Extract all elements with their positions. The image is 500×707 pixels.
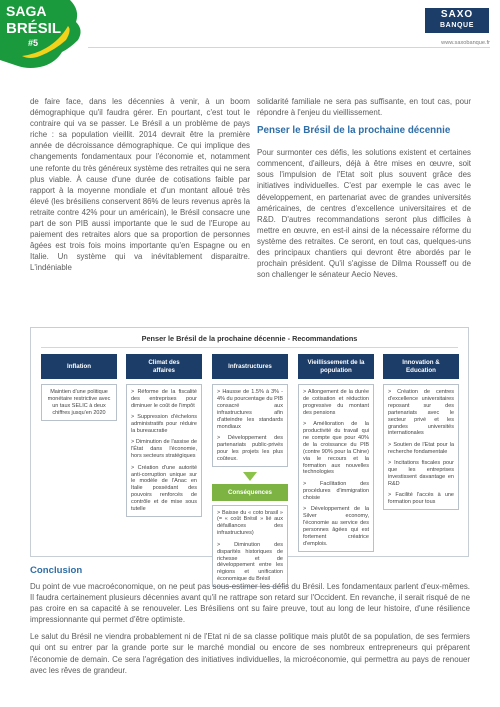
reco-column-inflation: [41, 354, 117, 421]
reco-card-infrastructures: [212, 384, 288, 467]
arrow-down-icon: [243, 472, 257, 481]
badge-title-saga: SAGA: [6, 3, 47, 19]
reco-card-inflation: [41, 384, 117, 421]
left-paragraph: de faire face, dans les décennies à venir, à un boom démographique qu'il faudra gérer. En pourtant, c'est tout le contraire qui va se passer. Le Brésil a un problème de pays riche : sa population vieillit. 2014 devrait être la première année de décroissance démographique. Ce qui implique des changements fondamentaux pour l'économie et, notamment une refonte du très généreux système des retraites qui ne sera plus viable. À cause d'une durée de cotisations faible par rapport à la moyenne mondiale et d'un montant alloué très élevé (les brésiliens conservent 86% de leurs revenus après la retraite contre 42% pour un américain), le Brésil consacre une part de son PIB aussi importante que le sud de l'Europe au paiement des retraites alors que sa proportion de personnes âgées est trois fois moins importante qu'en Espagne ou en Italie. Un système qui va inévitablement disparaitre. L'indéniable: [30, 97, 250, 273]
left-column: [30, 96, 250, 274]
reco-item: > Développement de la Silver economy, l'économie au service des personnes âgées qui est fortement créatrice d'emplois.: [303, 506, 369, 547]
reco-card-vieillissement: [298, 384, 374, 552]
reco-header-infrastructures: Infrastructures: [212, 354, 288, 379]
reco-header-vieillissement: Vieillissement de la population: [298, 354, 374, 379]
reco-card-consequences: [212, 505, 288, 588]
reco-item: > Facilité l'accès à une formation pour tous: [388, 492, 454, 506]
reco-card-innovation: [383, 384, 459, 510]
consequences-header: Conséquences: [212, 484, 288, 501]
right-column: [257, 96, 471, 280]
reco-column-infrastructures: [212, 354, 288, 587]
section-heading: Penser le Brésil de la prochaine décennie: [257, 125, 451, 137]
reco-column-innovation: [383, 354, 459, 510]
reco-card-climat-affaires: [126, 384, 202, 517]
reco-item: > Développement des partenariats public-privés pour les projets les plus coûteux.: [217, 434, 283, 462]
reco-item: > Diminution de l'assise de l'État dans l'économie, hors secteurs stratégiques: [131, 439, 197, 460]
reco-item: > Amélioration de la productivité du travail qui ne compte que pour 40% de la croissance du PIB (contre 90% pour la Chine) via le recours et la formation aux nouvelles technologies: [303, 421, 369, 476]
reco-item: > Réforme de la fiscalité des entreprises pour diminuer le coût de l'impôt: [131, 389, 197, 409]
recommendations-divider: [41, 347, 458, 348]
reco-item: > Soutien de l'Etat pour la recherche fondamentale: [388, 441, 454, 455]
reco-item: > Diminution des disparités historiques de richesse et de développement entre les régions et unification économique du Brésil: [217, 541, 283, 583]
reco-item: > Facilitation des procédures d'immigration choisie: [303, 480, 369, 501]
logo-line-saxo: SAXO: [440, 9, 474, 20]
logo-line-banque: BANQUE: [440, 22, 474, 29]
reco-header-climat-affaires: Climat des affaires: [126, 354, 202, 379]
reco-item: > Baisse du « coto brasil » (= « coût Brésil » lié aux défaillances des infrastructures): [217, 509, 283, 537]
reco-header-innovation: Innovation & Education: [383, 354, 459, 379]
conclusion-paragraph: Du point de vue macroéconomique, on ne peut pas sous-estimer les défis du Brésil. Les fondamentaux parlent d'eux-mêmes. Il faudra certainement plusieurs décennies avant qu'il ne rattrape son retard sur l'Occident. En revanche, il serait risqué de ne pas croire en sa capacité à se renouveler. Les Brésiliens ont su faire preuve, tout au long de leur histoire, d'une résilience impressionnante qui permet d'être optimiste.: [30, 582, 470, 625]
reco-header-inflation: Inflation: [41, 354, 117, 379]
conclusion-paragraph: Le salut du Brésil ne viendra probablement ni de l'Etat ni de sa classe politique mais plutôt de sa population, de ses fermiers qui ont su entrer par la grande porte sur le marché mondial ou encore de ses nombreux entrepreneurs qui préparent l'économie de demain. Ce sera l'agrégation des initiatives individuelles, la microéconomie, qui permettra au pays de renouer avec les rêves de grandeur.: [30, 632, 470, 675]
header-divider: [88, 47, 490, 48]
conclusion-body: [30, 581, 470, 682]
saxo-banque-logo: [425, 8, 489, 33]
reco-item: > Création de centres d'excellence universitaires reposant sur des partenariats avec le secteur privé et les grandes universités internationales: [388, 389, 454, 437]
reco-column-climat-affaires: [126, 354, 202, 517]
saga-bresil-badge: [0, 0, 88, 70]
reco-item: > Incitations fiscales pour que les entreprises investissent davantage en R&D: [388, 460, 454, 487]
badge-title-bresil: BRÉSIL: [6, 20, 62, 37]
badge-issue-number: #5: [28, 38, 39, 48]
right-body-paragraph: Pour surmonter ces défis, les solutions existent et certaines commencent, d'ailleurs, déjà à être mises en œuvre, soit sous l'impulsion de l'Etat soit plus souvent grâce des initiatives individuelles. C'est par exemple le cas avec le développement, en partenariat avec de grandes universités américaines, de centres d'excellence universitaires et de R&D. D'autres recommandations seront plus difficiles à mettre en œuvre, en est-il ainsi de la nécessaire réforme du système des retraites. Ce seront, en tout cas, quelques-uns des principaux chantiers qui devront être abordés par le prochain président. Qu'il s'agisse de Dilma Rousseff ou de son challenger le sénateur Aecio Neves.: [257, 148, 471, 280]
right-intro-paragraph: solidarité familiale ne sera pas suffisante, en tout cas, pour répondre à l'enjeu du vieillissement.: [257, 97, 471, 118]
reco-item: > Suppression d'échelons administratifs pour réduire la bureaucratie: [131, 414, 197, 435]
conclusion-heading: Conclusion: [30, 565, 83, 576]
reco-column-vieillissement: [298, 354, 374, 552]
reco-item: Maintien d'une politique monétaire restrictive avec un taux SELIC à deux chiffres jusqu'en 2020: [47, 389, 111, 416]
reco-item: > Hausse de 1.5% à 3% - 4% du pourcentage du PIB consacré aux infrastructures afin d'atteindre les standards mondiaux: [217, 389, 283, 430]
recommendations-title: Penser le Brésil de la prochaine décennie - Recommandations: [141, 334, 358, 343]
reco-item: > Allongement de la durée de cotisation et réduction progressive du montant des pensions: [303, 389, 369, 416]
website-url[interactable]: www.saxobanque.fr: [441, 40, 490, 46]
reco-item: > Création d'une autorité anti-corruption unique sur le modèle de l'Anac en Italie possédant des pouvoirs renforcés de contrôle et de mise sous tutelle: [131, 464, 197, 513]
